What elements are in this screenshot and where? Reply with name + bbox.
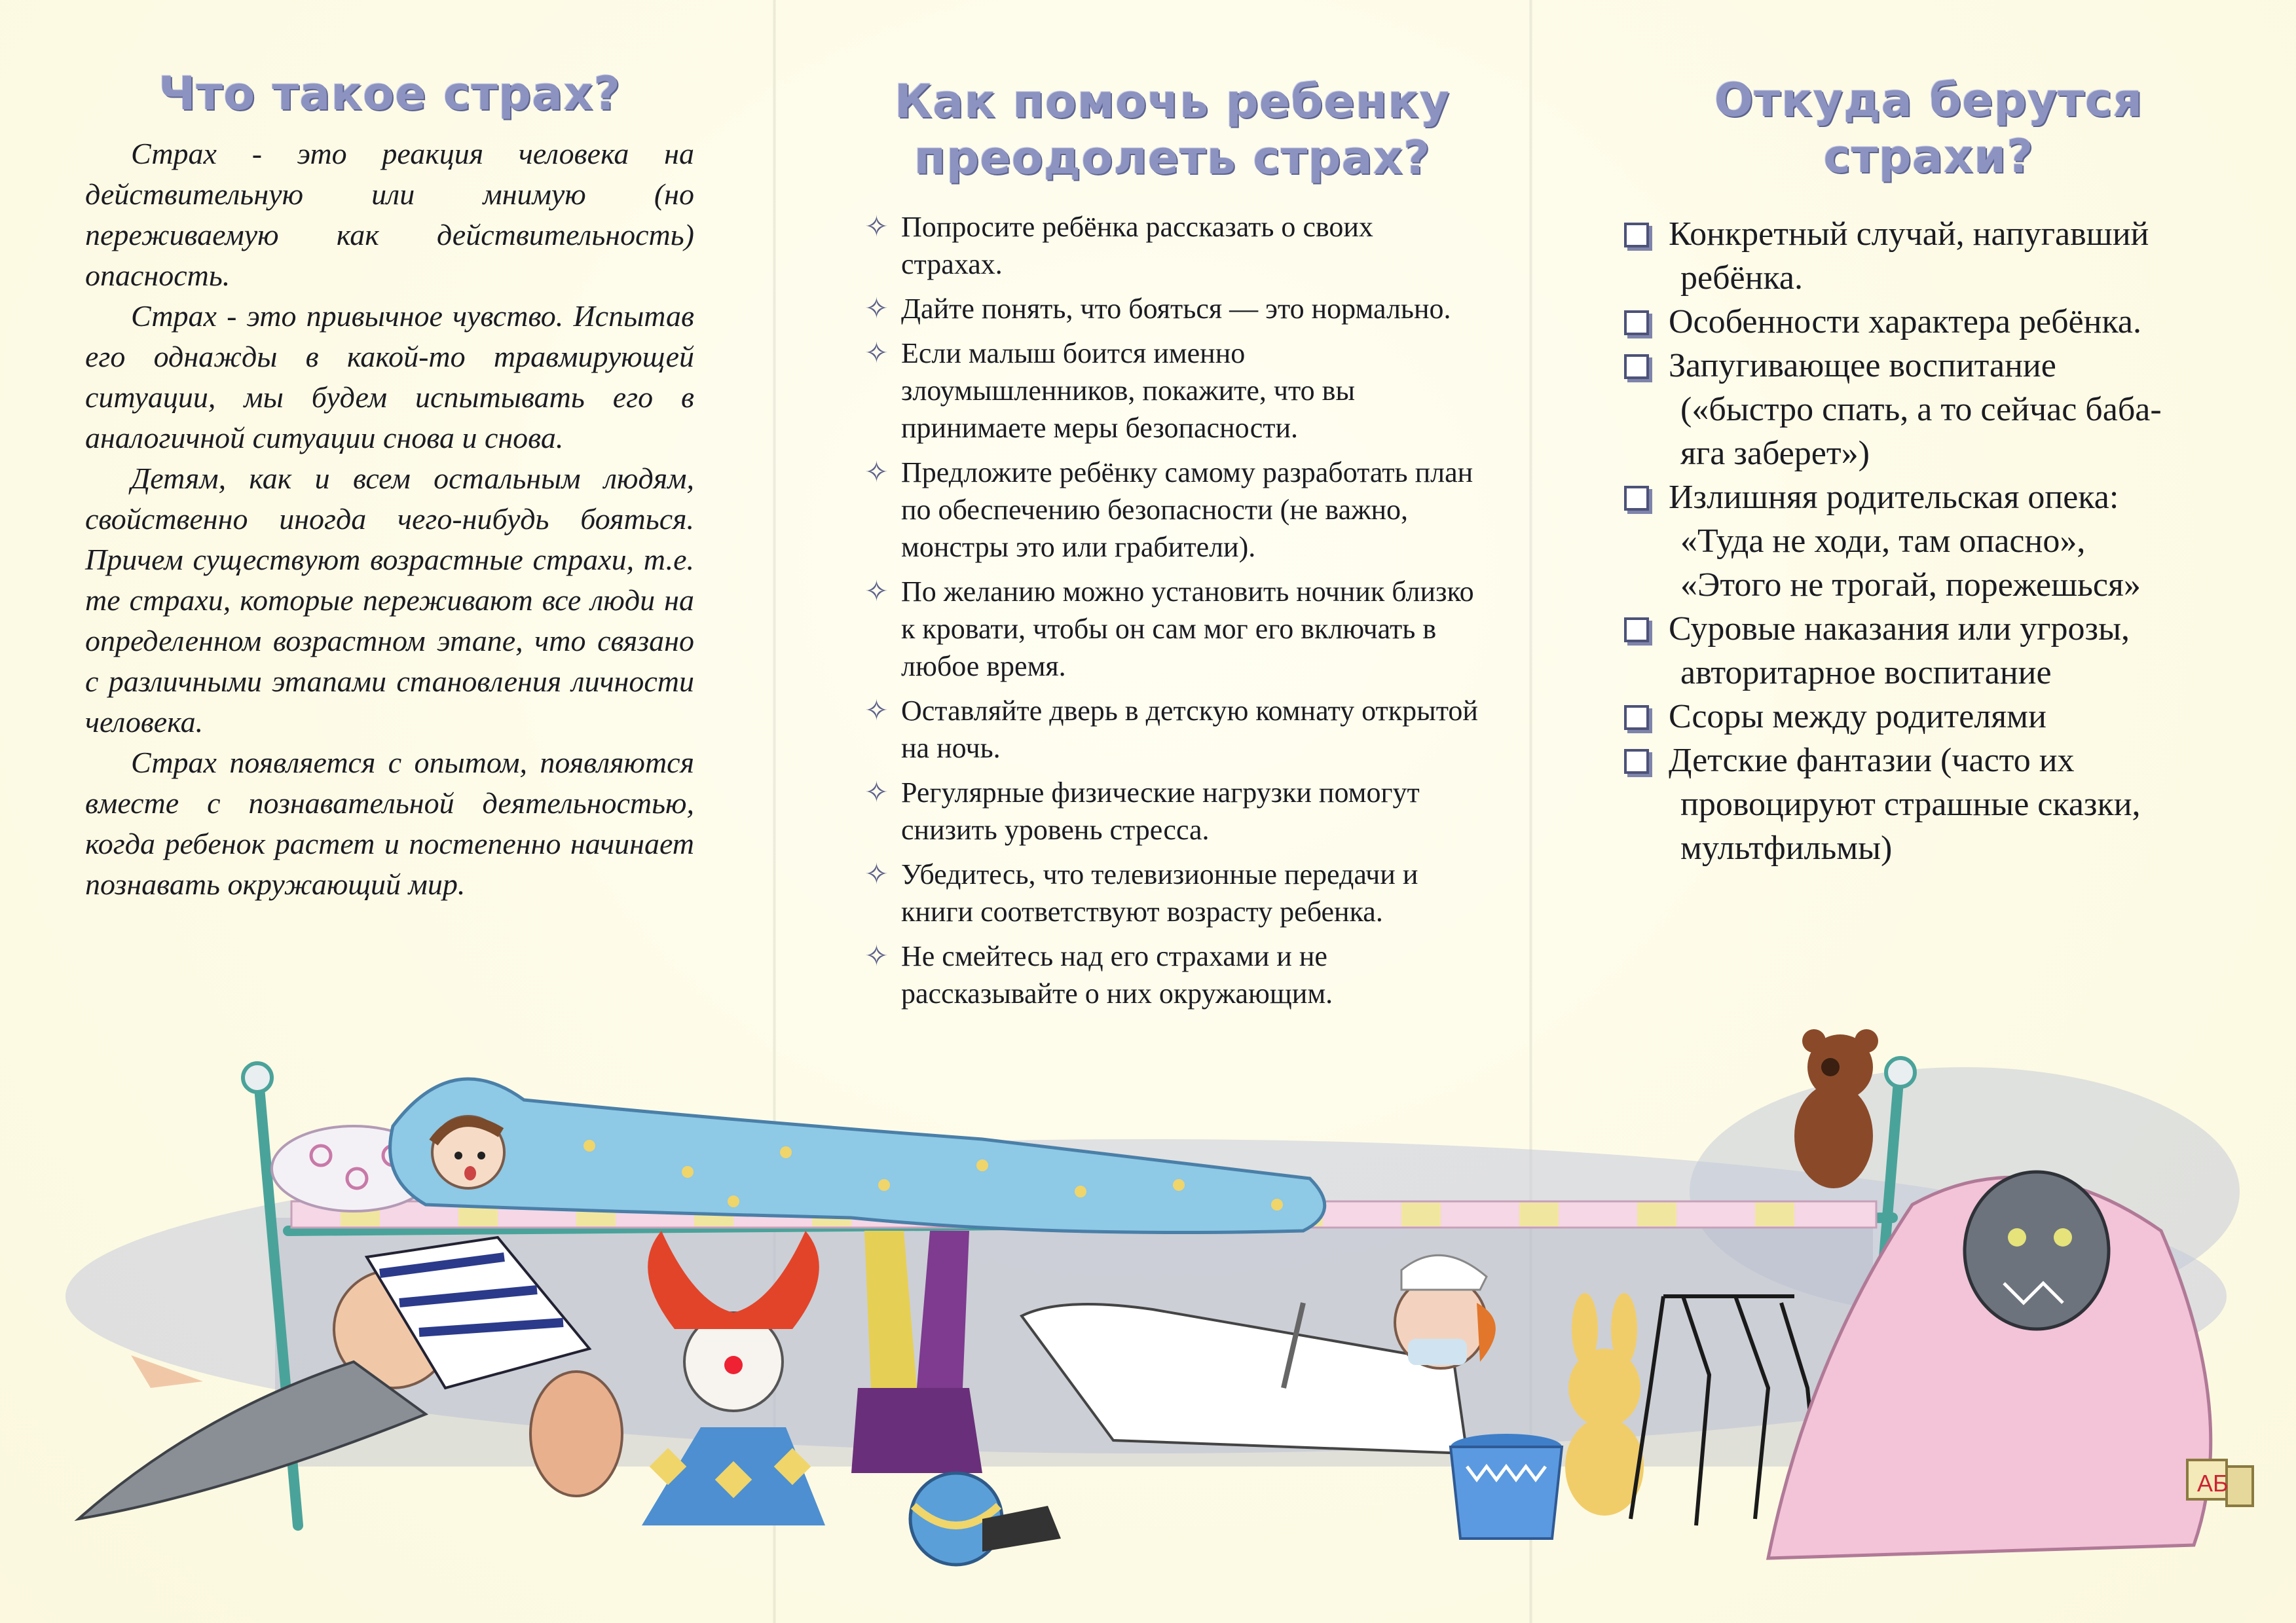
cause-text: Особенности характера ребёнка. xyxy=(1669,303,2142,340)
sparkle-bullet-icon: ✧ xyxy=(864,575,889,608)
tip-text: По желанию можно установить ночник близко к кровати, чтобы он сам мог его включать в любое время. xyxy=(901,575,1474,682)
cause-item xyxy=(1624,212,2233,300)
paragraph: Страх - это привычное чувство. Испытав его однажды в какой-то травмирующей ситуации, мы будем испытывать его в аналогичной ситуации снова и снова. xyxy=(85,299,694,454)
paragraph: Детям, как и всем остальным людям, свойственно иногда чего-нибудь бояться. Причем существуют возрастные страхи, т.е. те страхи, которые переживают все люди на определенном возрастном этапе, что связано с различными этапами становления личности человека. xyxy=(85,462,694,739)
child-mouth xyxy=(464,1166,476,1180)
tip-item xyxy=(864,573,1480,685)
tip-item xyxy=(864,335,1480,447)
sparkle-bullet-icon: ✧ xyxy=(864,776,889,809)
cause-item xyxy=(1624,739,2233,870)
panel-how-to-help xyxy=(864,0,1480,1019)
cause-text: Суровые наказания или угрозы, xyxy=(1669,610,2130,647)
panel-title: Что такое страх? xyxy=(158,67,621,120)
panel-title: Откуда берутся страхи? xyxy=(1714,73,2143,183)
cause-text-continued: яга заберет») xyxy=(1680,435,1870,472)
child-eye-right xyxy=(477,1152,485,1159)
checkbox-bullet-icon xyxy=(1624,749,1649,774)
tip-text: Оставляйте дверь в детскую комнату открытой на ночь. xyxy=(901,695,1478,764)
tip-text: Регулярные физические нагрузки помогут снизить уровень стресса. xyxy=(901,776,1420,846)
checkbox-bullet-icon xyxy=(1624,705,1649,730)
checkbox-bullet-icon xyxy=(1624,223,1649,247)
tip-item xyxy=(864,774,1480,848)
tip-text: Если малыш боится именно злоумышленников, покажите, что вы принимаете меры безопасности. xyxy=(901,337,1356,444)
pot-monster xyxy=(1451,1434,1562,1539)
toy-block xyxy=(2187,1460,2253,1506)
cause-item xyxy=(1624,607,2233,695)
title-line-2: преодолеть страх? xyxy=(914,131,1431,185)
cause-text-continued: авторитарное воспитание xyxy=(1680,654,2052,691)
cause-text-continued: «Туда не ходи, там опасно», xyxy=(1680,522,2086,560)
sparkle-bullet-icon: ✧ xyxy=(864,940,889,972)
cause-item xyxy=(1624,300,2233,344)
sparkle-bullet-icon: ✧ xyxy=(864,293,889,325)
cause-text-continued: мультфильмы) xyxy=(1680,830,1893,867)
tip-item xyxy=(864,692,1480,767)
cause-text: Запугивающее воспитание xyxy=(1669,347,2056,384)
tip-item xyxy=(864,856,1480,930)
cause-text: Ссоры между родителями xyxy=(1669,698,2046,735)
toy-block-letters: АБ xyxy=(2197,1470,2229,1497)
paragraphs xyxy=(85,134,694,905)
bedpost-knob-left xyxy=(243,1063,272,1092)
tip-text: Дайте понять, что бояться — это нормально. xyxy=(901,293,1451,325)
cause-text: Конкретный случай, напугавший xyxy=(1669,215,2149,253)
title-line-1: Как помочь ребенку xyxy=(894,75,1451,128)
checkbox-bullet-icon xyxy=(1624,354,1649,379)
cause-text-continued: «Этого не трогай, порежешься» xyxy=(1680,566,2141,604)
checkbox-bullet-icon xyxy=(1624,486,1649,511)
cause-item xyxy=(1624,344,2233,475)
teddy-bear xyxy=(1794,1029,1878,1188)
paragraph: Страх появляется с опытом, появляются вместе с познавательной деятельностью, когда ребенок растет и постепенно начинает познавать окружающий мир. xyxy=(85,746,694,901)
panel-where-fears-come-from xyxy=(1624,0,2233,870)
cause-text-continued: ребёнка. xyxy=(1680,259,1804,297)
sparkle-bullet-icon: ✧ xyxy=(864,858,889,890)
tip-item xyxy=(864,208,1480,283)
cause-item xyxy=(1624,475,2233,607)
checkbox-bullet-icon xyxy=(1624,310,1649,335)
sparkle-bullet-icon: ✧ xyxy=(864,695,889,727)
panel-what-is-fear xyxy=(85,0,694,905)
sparkle-bullet-icon: ✧ xyxy=(864,211,889,243)
causes-list xyxy=(1624,212,2233,870)
panel-title xyxy=(864,73,1480,186)
checkbox-bullet-icon xyxy=(1624,617,1649,642)
cause-text-continued: провоцируют страшные сказки, xyxy=(1680,786,2141,823)
bedpost-knob-right xyxy=(1886,1058,1915,1087)
paragraph: Страх - это реакция человека на действительную или мнимую (но переживаемую как действительность) опасность. xyxy=(85,137,694,292)
cause-item xyxy=(1624,695,2233,739)
cause-text-continued: («быстро спать, а то сейчас баба- xyxy=(1680,391,2162,428)
bed-monsters-illustration xyxy=(0,1021,2296,1623)
tip-text: Попросите ребёнка рассказать о своих страхах. xyxy=(901,211,1373,280)
sparkle-bullet-icon: ✧ xyxy=(864,337,889,369)
tip-text: Предложите ребёнку самому разработать план по обеспечению безопасности (не важно, монстры это или грабители). xyxy=(901,456,1473,563)
cause-text: Излишняя родительская опека: xyxy=(1669,479,2119,516)
cause-text: Детские фантазии (часто их xyxy=(1669,742,2075,779)
tips-list xyxy=(864,208,1480,1012)
tip-item xyxy=(864,290,1480,327)
tip-text: Не смейтесь над его страхами и не рассказывайте о них окружающим. xyxy=(901,940,1333,1010)
tip-text: Убедитесь, что телевизионные передачи и книги соответствуют возрасту ребенка. xyxy=(901,858,1418,928)
tip-item xyxy=(864,938,1480,1012)
tip-item xyxy=(864,454,1480,566)
sparkle-bullet-icon: ✧ xyxy=(864,456,889,488)
child-eye-left xyxy=(454,1152,462,1159)
